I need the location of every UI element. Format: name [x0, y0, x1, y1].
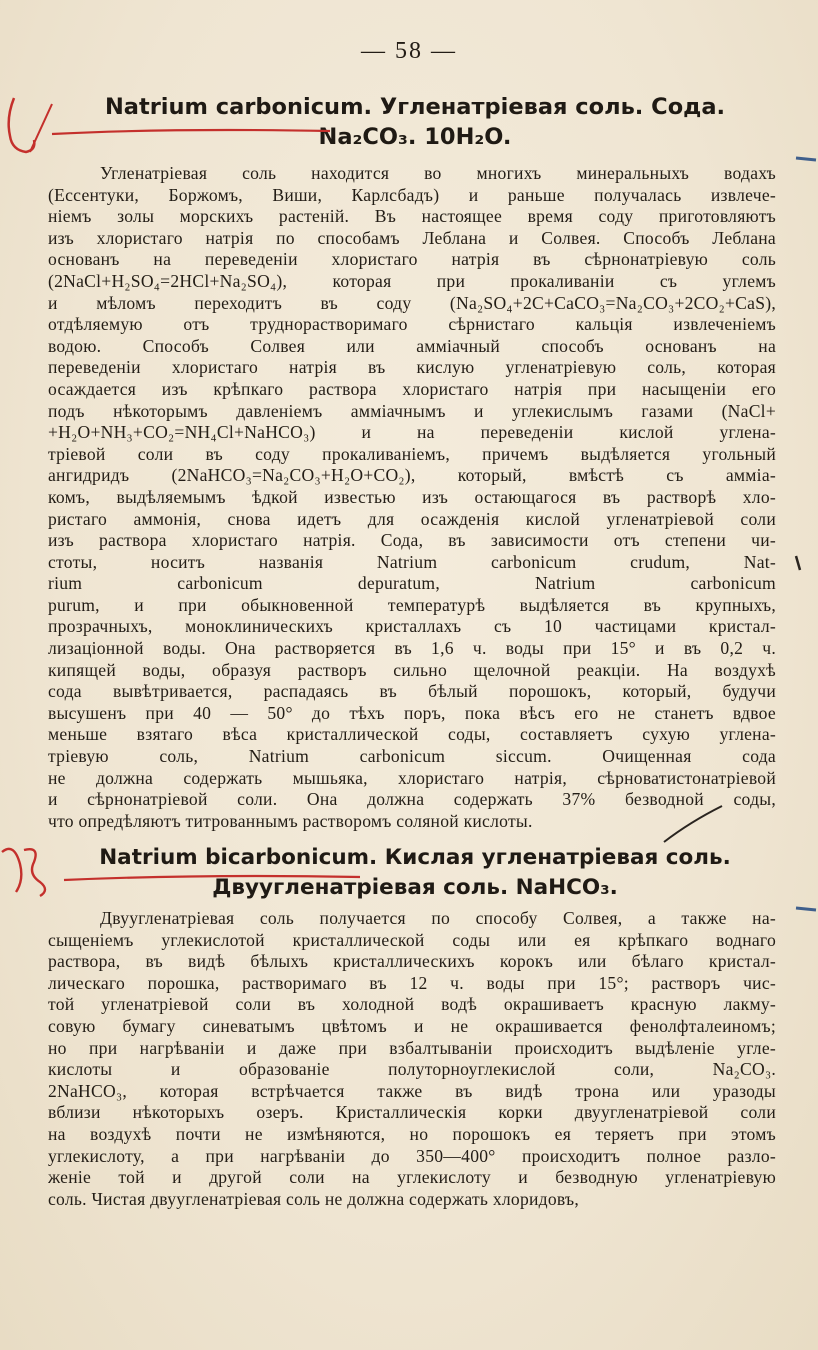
text-line: на воздухѣ почти не измѣняются, но порошокъ ея теряетъ при этомъ	[48, 1123, 776, 1144]
text-line: кислоты и образованіе полуторноуглекислой соли, Na₂CO₃.	[48, 1059, 776, 1080]
red-margin-mark-icon	[9, 98, 35, 152]
text-line: и сѣрнонатріевой соли. Она должна содержать 37% безводной соды,	[48, 789, 776, 810]
page-number: — 58 —	[361, 38, 457, 64]
text-line: и мѣломъ переходитъ въ соду (Na₂SO₄+2C+CaCO₃=Na₂CO₃+2CO₂+CaS),	[48, 292, 776, 313]
text-line: водою. Способъ Солвея или амміачный способъ основанъ на	[48, 335, 776, 356]
text-line: женіе той и другой соли на углекислоту и безводную угленатріевую	[48, 1167, 776, 1188]
red-underline-icon	[52, 130, 330, 134]
text-line: Двуугленатріевая соль получается по способу Солвея, а также на-	[100, 908, 776, 928]
text-line: прозрачныхъ, моноклиническихъ кристаллахъ съ 10 частицами кристал-	[48, 616, 776, 637]
text-line: кипящей воды, образуя растворъ сильно щелочной реакціи. На воздухѣ	[48, 659, 776, 680]
pencil-stroke-icon	[664, 806, 722, 842]
heading-formula: Na₂CO₃. 10H₂O.	[318, 124, 512, 150]
text-line: осаждается изъ крѣпкаго раствора хлористаго натрія при насыщеніи его	[48, 378, 776, 399]
text-line: но при нагрѣваніи и даже при взбалтываніи происходитъ выдѣленіе угле-	[48, 1037, 776, 1058]
heading-formula: Двуугленатріевая соль. NaHCO₃.	[212, 875, 618, 900]
heading-line: Natrium carbonicum. Угленатріевая соль. Сода.	[104, 94, 726, 120]
text-line: переведеніи хлористаго натрія въ кислую угленатріевую соль, которая	[48, 357, 776, 378]
text-line: (2NaCl+H₂SO₄=2HCl+Na₂SO₄), которая при прокаливаніи съ углемъ	[48, 270, 776, 291]
text-line: подъ нѣкоторымъ давленіемъ амміачнымъ и углекислымъ газами (NaCl+	[48, 400, 776, 421]
text-line: комъ, выдѣляемымъ ѣдкой известью изъ остающагося въ растворѣ хло-	[48, 486, 776, 507]
text-line: стоты, носитъ названія Natrium carbonicum crudum, Nat-	[48, 551, 776, 572]
text-line: сыщеніемъ углекислотой кристаллической соды или ея крѣпкаго воднаго	[48, 929, 776, 950]
text-line: ніемъ золы морскихъ растеній. Въ настоящее время соду приготовляютъ	[48, 206, 776, 227]
text-line: Угленатріевая соль находится во многихъ минеральныхъ водахъ	[100, 163, 776, 183]
text-line: высушенъ при 40 — 50° до тѣхъ поръ, пока вѣсъ его не станетъ вдвое	[48, 702, 776, 723]
text-line: вблизи нѣкоторыхъ озеръ. Кристаллическія корки двуугленатріевой соли	[48, 1102, 776, 1123]
pencil-tick-icon	[796, 556, 800, 570]
text-line: сода вывѣтривается, распадаясь въ бѣлый порошокъ, который, будучи	[48, 681, 776, 702]
red-check-stroke-icon	[30, 104, 52, 152]
text-line: раствора, въ видѣ бѣлыхъ кристаллическихъ корокъ или бѣлаго кристал-	[48, 951, 776, 972]
text-line: меньше взятаго вѣса кристаллической соды, составляетъ сухую углена-	[48, 724, 776, 745]
text-line: ристаго аммонія, снова идетъ для осажденія кислой угленатріевой соли	[48, 508, 776, 529]
text-line: rium carbonicum depuratum, Natrium carbonicum	[48, 573, 776, 594]
text-line: совую бумагу синеватымъ цвѣтомъ и не окрашивается фенолфталеиномъ;	[48, 1015, 776, 1036]
text-line: углекислоту, а при нагрѣваніи до 350—400° происходитъ полное разло-	[48, 1145, 776, 1166]
red-underline-icon	[64, 876, 360, 880]
text-line: что опредѣляютъ титрованнымъ растворомъ соляной кислоты.	[48, 810, 533, 831]
text-line: ангидридъ (2NaHCO₃=Na₂CO₃+H₂O+CO₂), который, вмѣстѣ съ амміа-	[48, 465, 776, 486]
text-line: 2NaHCO₃, которая встрѣчается также въ видѣ трона или уразоды	[48, 1080, 776, 1101]
text-line: тріевой соли въ соду прокаливаніемъ, причемъ выдѣляется угольный	[48, 443, 776, 464]
text-line: той угленатріевой соли въ холодной водѣ окрашиваетъ красную лакму-	[48, 994, 776, 1015]
blue-edge-mark-icon	[796, 908, 816, 910]
text-line: основанъ на переведеніи хлористаго натрія въ сѣрнонатріевую соль	[48, 249, 776, 270]
text-line: изъ раствора хлористаго натрія. Сода, въ зависимости отъ степени чи-	[48, 530, 776, 551]
text-line: изъ хлористаго натрія по способамъ Леблана и Солвея. Способъ Леблана	[48, 227, 776, 248]
text-line: purum, и при обыкновенной температурѣ выдѣляется въ крупныхъ,	[48, 594, 776, 615]
text-line: лизаціонной воды. Она растворяется въ 1,6 ч. воды при 15° и въ 0,2 ч.	[48, 638, 776, 659]
text-line: соль. Чистая двуугленатріевая соль не должна содержать хлоридовъ,	[48, 1188, 580, 1209]
text-line: лическаго порошка, растворимаго въ 12 ч. воды при 15°; растворъ чис-	[48, 972, 776, 993]
text-line: отдѣляемую отъ труднорастворимаго сѣрнистаго кальція извлеченіемъ	[48, 314, 776, 335]
text-line: +H₂O+NH₃+CO₂=NH₄Cl+NaHCO₃) и на переведеніи кислой углена-	[48, 422, 776, 443]
blue-edge-mark-icon	[796, 158, 816, 160]
text-line: тріевую соль, Natrium carbonicum siccum. Очищенная сода	[48, 746, 776, 767]
heading-line: Natrium bicarbonicum. Кислая угленатріевая соль.	[99, 845, 731, 870]
text-line: не должна содержать мышьяка, хлористаго натрія, сѣрноватистонатріевой	[48, 767, 776, 788]
text-line: (Ессентуки, Боржомъ, Виши, Карлсбадъ) и раньше получалась извлече-	[48, 184, 776, 205]
red-margin-number-icon	[2, 849, 45, 896]
